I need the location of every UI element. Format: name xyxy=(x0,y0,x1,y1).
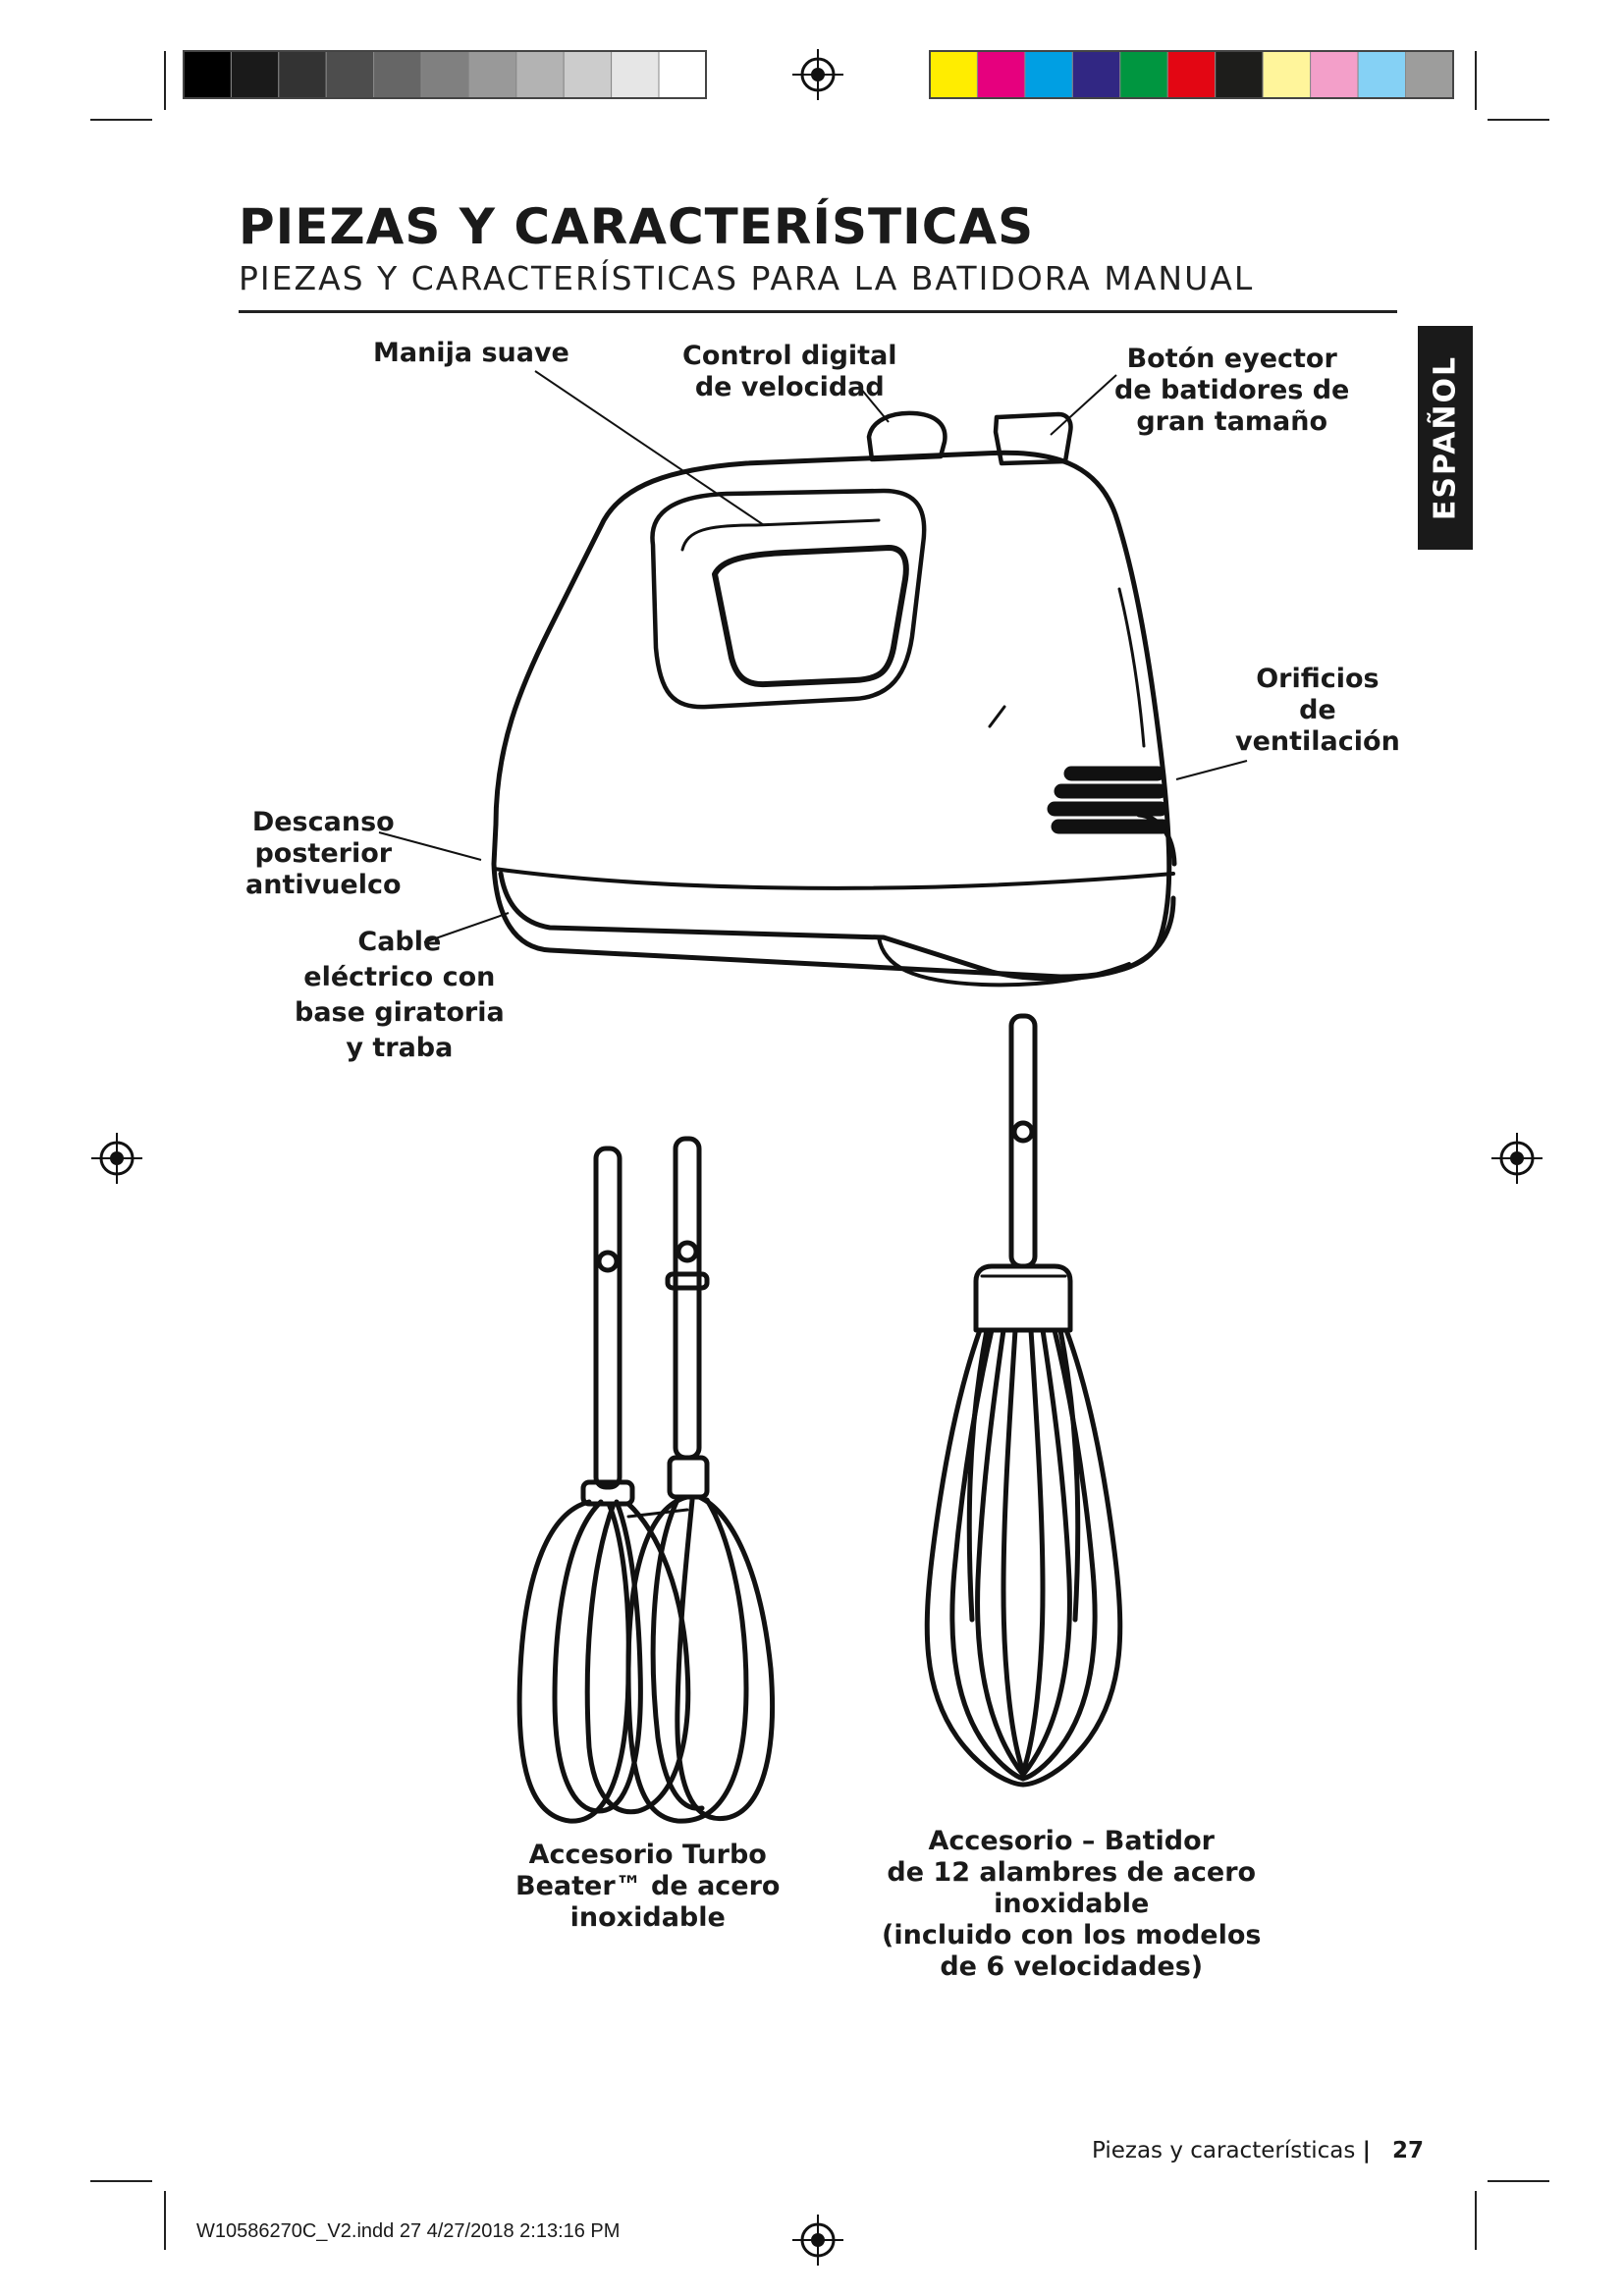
label-line: inoxidable xyxy=(569,1902,726,1933)
language-tab-label: ESPAÑOL xyxy=(1428,354,1463,521)
page-footer xyxy=(1092,2138,1424,2163)
label-line: antivuelco xyxy=(245,870,402,900)
label-line: Accesorio – Batidor xyxy=(928,1826,1215,1856)
registration-mark-icon xyxy=(1491,1133,1543,1184)
label-vents xyxy=(1235,664,1400,758)
whisk-illustration xyxy=(927,1016,1120,1785)
label-line: de 6 velocidades) xyxy=(940,1951,1204,1982)
color-swatch xyxy=(231,51,278,98)
process-color-bar xyxy=(930,51,1453,98)
color-swatch xyxy=(1406,51,1453,98)
page-title: PIEZAS Y CARACTERÍSTICAS xyxy=(239,198,1035,255)
label-line: Botón eyector xyxy=(1126,344,1337,374)
color-swatch xyxy=(516,51,564,98)
label-heel-rest xyxy=(245,807,402,901)
label-line: posterior xyxy=(254,838,393,869)
turbo-beater-illustration xyxy=(519,1139,772,1821)
color-swatch xyxy=(659,51,706,98)
label-line: de 12 alambres de acero xyxy=(887,1857,1257,1888)
title-divider xyxy=(239,310,1397,313)
footer-section: Piezas y características xyxy=(1091,2138,1356,2163)
label-ejector-button xyxy=(1114,344,1349,438)
label-line: Manija suave xyxy=(373,338,569,368)
color-swatch xyxy=(930,51,977,98)
page-subtitle: PIEZAS Y CARACTERÍSTICAS PARA LA BATIDORA MANUAL xyxy=(239,259,1255,297)
color-swatch xyxy=(1025,51,1072,98)
label-line: Control digital xyxy=(682,341,897,371)
color-swatch xyxy=(1120,51,1167,98)
registration-mark-icon xyxy=(91,1133,142,1184)
color-swatch xyxy=(279,51,326,98)
color-swatch xyxy=(1263,51,1310,98)
label-speed-control xyxy=(682,341,897,403)
registration-mark-icon xyxy=(792,49,843,100)
color-swatch xyxy=(564,51,611,98)
label-power-cord xyxy=(295,925,505,1066)
color-swatch xyxy=(612,51,659,98)
label-line: Orificios xyxy=(1256,664,1380,694)
hand-mixer-illustration xyxy=(494,413,1174,985)
color-swatch xyxy=(1216,51,1263,98)
color-swatch xyxy=(421,51,468,98)
footer-separator: | xyxy=(1362,2138,1372,2163)
label-line: Accesorio Turbo xyxy=(528,1840,767,1870)
color-swatch xyxy=(468,51,515,98)
vent-slots xyxy=(1049,768,1168,832)
label-whisk xyxy=(882,1826,1261,1983)
print-slug-line: W10586270C_V2.indd 27 4/27/2018 2:13:16 PM xyxy=(196,2220,621,2242)
language-tab xyxy=(1418,326,1473,550)
label-line: de velocidad xyxy=(694,372,885,402)
label-line: (incluido con los modelos xyxy=(882,1920,1262,1950)
leader-lines xyxy=(379,371,1247,942)
label-line: eléctrico con xyxy=(303,962,496,992)
label-line: de xyxy=(1299,695,1336,725)
label-line: base giratoria xyxy=(295,997,505,1028)
label-line: Descanso xyxy=(251,807,395,837)
label-line: inoxidable xyxy=(994,1889,1150,1919)
color-swatch xyxy=(184,51,231,98)
label-line: de batidores de xyxy=(1114,375,1350,405)
color-swatch xyxy=(977,51,1024,98)
label-line: y traba xyxy=(346,1033,454,1063)
color-swatch xyxy=(1167,51,1215,98)
page-number: 27 xyxy=(1391,2138,1424,2163)
gray-color-bar xyxy=(184,51,706,98)
color-swatch xyxy=(374,51,421,98)
color-swatch xyxy=(326,51,373,98)
registration-mark-icon xyxy=(792,2215,843,2266)
label-line: Beater™ de acero xyxy=(515,1871,781,1901)
label-line: ventilación xyxy=(1235,726,1400,757)
color-swatch xyxy=(1311,51,1358,98)
label-line: Cable xyxy=(357,927,442,957)
color-swatch xyxy=(1072,51,1119,98)
label-turbo-beater xyxy=(515,1840,781,1934)
label-line: gran tamaño xyxy=(1136,406,1328,437)
label-handle xyxy=(373,338,569,369)
color-swatch xyxy=(1358,51,1405,98)
